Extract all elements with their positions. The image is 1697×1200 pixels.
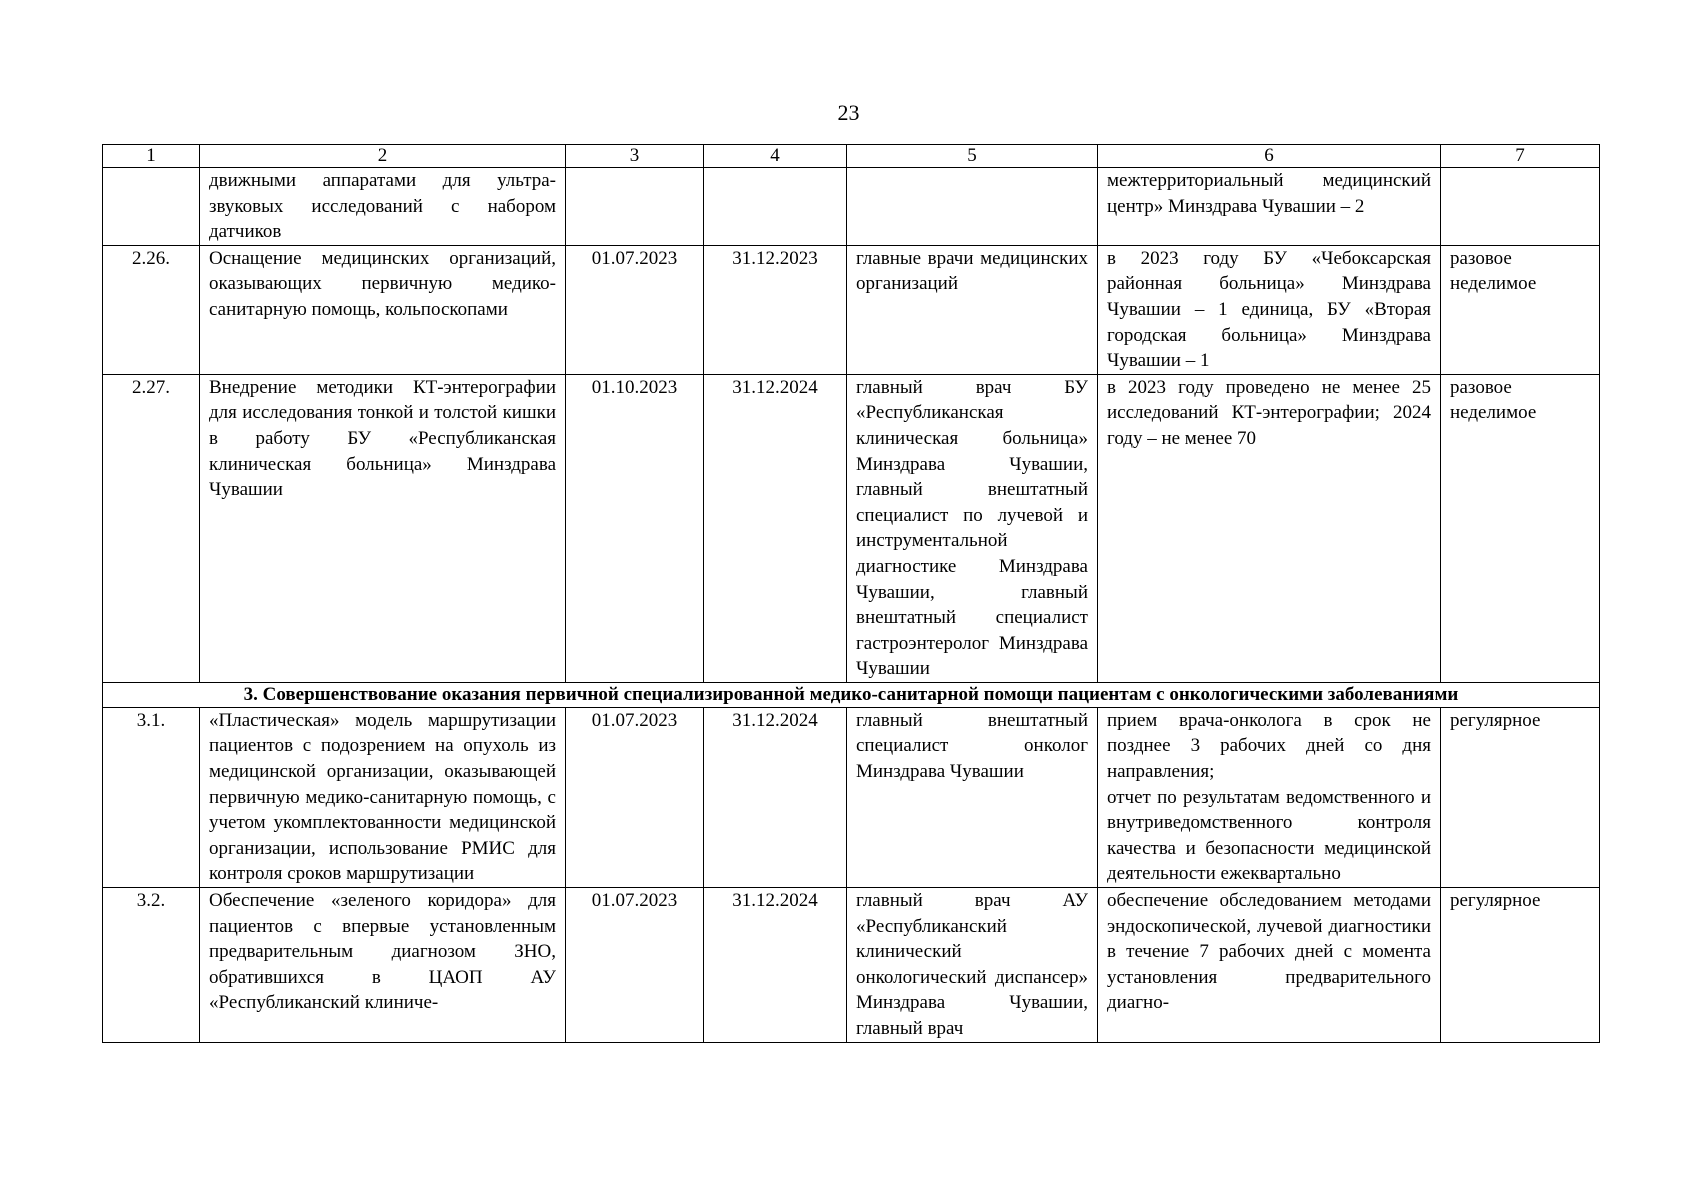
- section-heading-row: [103, 682, 1600, 707]
- section-heading: 3. Совершенствование оказания первичной специализированной медико-санитарной помощи пациентам с онкологическими заболеваниями: [103, 682, 1600, 707]
- page-number: 23: [837, 100, 860, 125]
- column-number: 6: [1098, 145, 1441, 168]
- row-number: 2.27.: [103, 374, 200, 682]
- row-type: регулярное: [1441, 707, 1600, 887]
- row-responsible: главные врачи медицинских организаций: [847, 245, 1098, 374]
- row-number: 3.2.: [103, 888, 200, 1043]
- column-number: 5: [847, 145, 1098, 168]
- row-start-date: 01.07.2023: [566, 707, 704, 887]
- row-end-date: 31.12.2024: [704, 707, 847, 887]
- row-responsible: [847, 168, 1098, 246]
- row-end-date: [704, 168, 847, 246]
- row-description: Оснащение медицинских организаций, оказывающих первичную медико-санитарную помощь, кольпоскопами: [200, 245, 566, 374]
- table-row: [103, 245, 1600, 374]
- row-result-line: прием врача-онколога в срок не позднее 3 рабочих дней со дня направления;: [1107, 709, 1431, 783]
- row-result: в 2023 году проведено не менее 25 исследований КТ-энтерографии; 2024 году – не менее 70: [1098, 374, 1441, 682]
- row-result: [1098, 707, 1441, 887]
- row-number: 3.1.: [103, 707, 200, 887]
- row-start-date: 01.07.2023: [566, 245, 704, 374]
- row-type: регулярное: [1441, 888, 1600, 1043]
- column-number: 3: [566, 145, 704, 168]
- column-number-row: [103, 145, 1600, 168]
- action-plan-table: [102, 144, 1600, 1043]
- table-row: [103, 707, 1600, 887]
- row-description: «Пластическая» модель маршрутизации пациентов с подозрением на опухоль из медицинской организации, оказывающей первичную медико-санитарную помощь, с учетом укомплектованности медицинской организации, использование РМИС для контроля сроков маршрутизации: [200, 707, 566, 887]
- row-description: движными аппаратами для ультра-звуковых исследований с набором датчиков: [200, 168, 566, 246]
- row-end-date: 31.12.2023: [704, 245, 847, 374]
- row-start-date: [566, 168, 704, 246]
- row-result-line: отчет по результатам ведомственного и внутриведомственного контроля качества и безопасности медицинской деятельности ежеквартально: [1107, 786, 1431, 885]
- row-responsible: главный врач БУ «Республиканская клиническая больница» Минздрава Чувашии, главный внештатный специалист по лучевой и инструментальной диагностике Минздрава Чувашии, главный внештатный специалист гастроэнтеролог Минздрава Чувашии: [847, 374, 1098, 682]
- row-type: [1441, 168, 1600, 246]
- column-number: 7: [1441, 145, 1600, 168]
- table-row-continuation: [103, 168, 1600, 246]
- row-result: межтерриториальный медицинский центр» Минздрава Чувашии – 2: [1098, 168, 1441, 246]
- column-number: 4: [704, 145, 847, 168]
- row-end-date: 31.12.2024: [704, 888, 847, 1043]
- row-result: в 2023 году БУ «Чебоксарская районная больница» Минздрава Чувашии – 1 единица, БУ «Вторая городская больница» Минздрава Чувашии – 1: [1098, 245, 1441, 374]
- row-responsible: главный внештатный специалист онколог Минздрава Чувашии: [847, 707, 1098, 887]
- row-start-date: 01.07.2023: [566, 888, 704, 1043]
- row-type: разовое неделимое: [1441, 374, 1600, 682]
- table-row: [103, 888, 1600, 1043]
- table-row: [103, 374, 1600, 682]
- column-number: 1: [103, 145, 200, 168]
- row-number: [103, 168, 200, 246]
- row-result: обеспечение обследованием методами эндоскопической, лучевой диагностики в течение 7 рабочих дней с момента установления предварительного диагно-: [1098, 888, 1441, 1043]
- column-number: 2: [200, 145, 566, 168]
- row-start-date: 01.10.2023: [566, 374, 704, 682]
- row-type: разовое неделимое: [1441, 245, 1600, 374]
- row-responsible: главный врач АУ «Республиканский клинический онкологический диспансер» Минздрава Чувашии, главный врач: [847, 888, 1098, 1043]
- row-number: 2.26.: [103, 245, 200, 374]
- row-description: Внедрение методики КТ-энтерографии для исследования тонкой и толстой кишки в работу БУ «Республиканская клиническая больница» Минздрава Чувашии: [200, 374, 566, 682]
- row-end-date: 31.12.2024: [704, 374, 847, 682]
- row-description: Обеспечение «зеленого коридора» для пациентов с впервые установленным предварительным диагнозом ЗНО, обратившихся в ЦАОП АУ «Республиканский клиниче-: [200, 888, 566, 1043]
